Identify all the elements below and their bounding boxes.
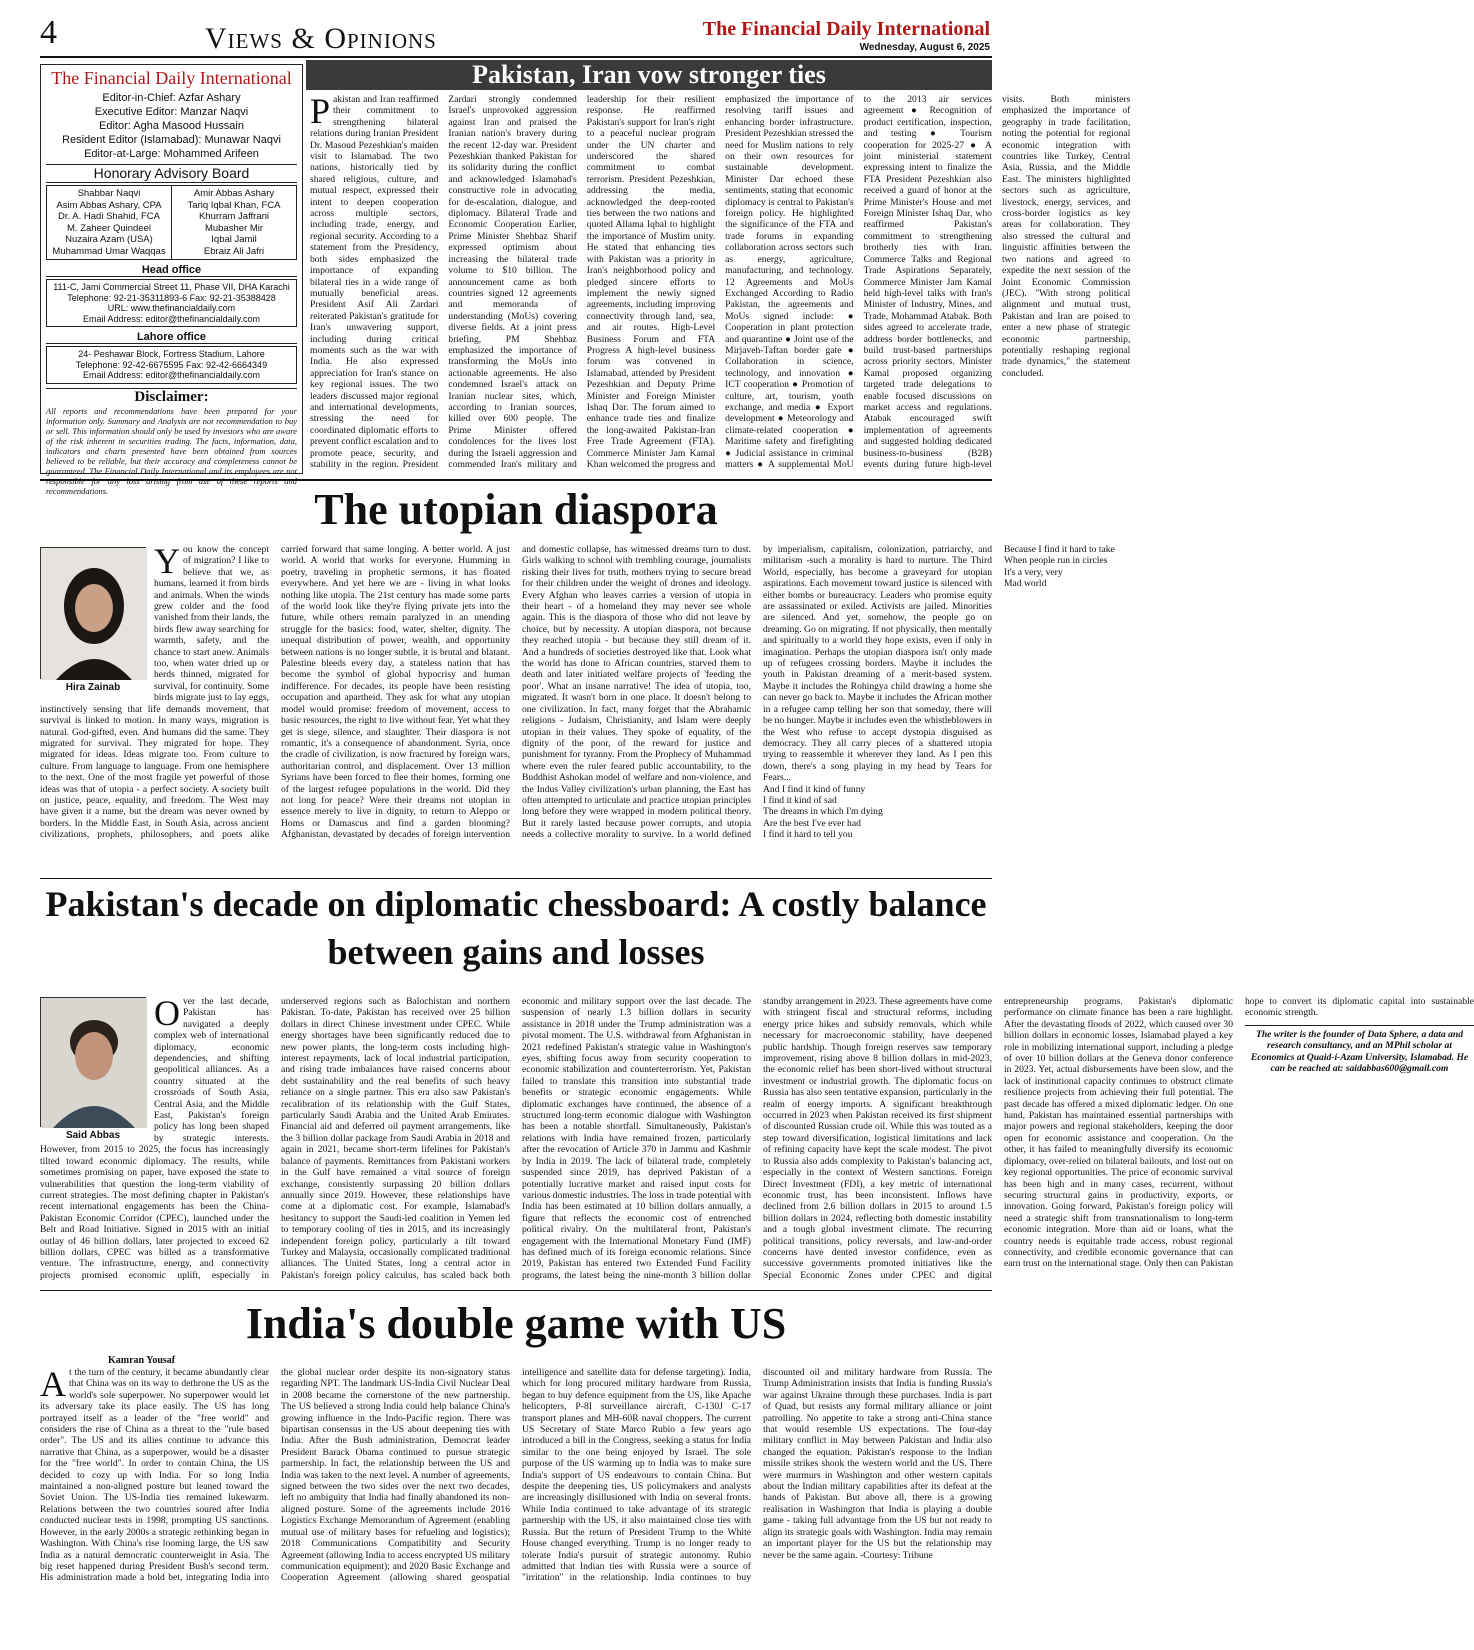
story1-body bbox=[310, 91, 1131, 474]
head-office-address bbox=[46, 279, 297, 327]
story3-text: ver the last decade, Pakistan has navigated a deeply complex web of international diplomacy, economic dependencies, and shifting geopolitical alliances. As a country situated at the crossroads of South Asia, Central Asia, and the Middle East, Pakistan's foreign policy has long been shaped by strategic interests. However, from 2015 to 2025, the focus has increasingly tilted toward economic diplomacy. The results, while sometimes promising on paper, have exposed the state to vulnerabilities that question the long-term viability of current strategies. The most defining chapter in Pakistan's recent international engagements has been the China-Pakistan Economic Corridor (CPEC), launched under the Belt and Road Initiative. Signed in 2015 with an initial outlay of 46 billion dollars, later projected to exceed 62 billion dollars, CPEC was billed as a transformative venture. The infrastructure, energy, and connectivity projects promised economic uplift, especially in underserved regions such as Balochistan and northern Pakistan. To-date, Pakistan has received over 25 billion dollars in direct Chinese investment under CPEC. While energy shortages have been significantly reduced due to new power plants, the long-term costs including high-interest repayments, lack of local industrial participation, and rising trade imbalances have raised concerns about debt sustainability and the real benefits of such heavy reliance on a single partner. This era also saw Pakistan's recalibration of its relationship with the Gulf States, particularly Saudi Arabia and the United Arab Emirates. Financial aid and deferred oil payment arrangements, like the 3 billion dollar package from Saudi Arabia in 2018 and again in 2021, became short-term lifelines for Pakistan's balance of payments. Remittances from Pakistani workers in the Gulf have remained a vital source of foreign exchange, consistently surpassing 20 billion dollars annually since 2019. However, these relationships have come at a diplomatic cost. For example, Islamabad's hesitancy to support the Saudi-led coalition in Yemen led to temporary cooling of ties in 2015, and its increasingly independent foreign policy, particularly a tilt toward Turkey and Malaysia, occasionally complicated traditional alliances. The United States, long a central actor in Pakistan's foreign policy calculus, has scaled back both economic and military support over the last decade. The suspension of nearly 1.3 billion dollars in security assistance in 2018 under the Trump administration was a pivotal moment. The U.S. withdrawal from Afghanistan in 2021 redefined Pakistan's strategic value in Washington's eyes, shifting focus away from security cooperation to economic stabilization and counterterrorism. Yet, Pakistan failed to translate this transition into substantial trade benefits or strategic economic engagements. While diplomatic exchanges have continued, the absence of a structured long-term economic dialogue with Washington has been a notable shortfall. Simultaneously, Pakistan's relations with India have remained frozen, particularly after the revocation of Article 370 in Jammu and Kashmir by India in 2019. The lack of bilateral trade, completely suspended since 2019, has deprived Pakistan of a potentially lucrative market and raised input costs for various domestic industries. The loss in trade potential with India has been estimated at 10 billion dollars annually, a figure that reflects the economic cost of entrenched political rivalry. On the multilateral front, Pakistan's engagement with the International Monetary Fund (IMF) has defined much of its foreign economic relations. Since 2019, Pakistan has entered two Extended Fund Facility programs, the latest being the nine-month 3 billion dollar standby arrangement in 2023. These agreements have come with stringent fiscal and structural reforms, including energy price hikes and subsidy removals, which while necessary for macroeconomic stability, have deepened public hardship. Though foreign reserves saw temporary improvement, rising above 8 billion dollars in mid-2023, the economic relief has been short-lived without structural investment or industrial growth. The diplomatic focus on Russia has also seen tentative expansion, particularly in the realm of energy imports. A significant breakthrough occurred in 2023 when Pakistan received its first shipment of discounted Russian crude oil. While this was touted as a step toward diversification, logistical limitations and lack of refining capacity have kept the scale modest. The pivot to Russia also adds complexity to Pakistan's balancing act, especially in the context of Western sanctions. Foreign Direct Investment (FDI), a key metric of international economic trust, has been inconsistent. Inflows have declined from 2.6 billion dollars in 2015 to around 1.5 billion dollars in 2024, reflecting both domestic instability and a tough global investment climate. The recurring political transitions, policy reversals, and law-and-order concerns have dented investor confidence, even as successive governments promoted initiatives like the Special Economic Zones under CPEC and digital entrepreneurship programs. Pakistan's diplomatic performance on climate finance has been a rare highlight. After the devastating floods of 2022, which caused over 30 billion dollars in economic losses, Islamabad played a key role in mobilizing international support, including a pledge of over 10 billion dollars at the Geneva donor conference in 2023. Yet, actual disbursements have been slow, and the lack of institutional capacity continues to obstruct climate resilience projects from achieving their full potential. The past decade has offered a mixed diplomatic ledger. On one hand, Pakistan has maintained essential partnerships with major powers and regional stakeholders, keeping the door open for economic assistance and cooperation. On the other, it has failed to meaningfully diversify its economic diplomacy, over-relied on bilateral bailouts, and lost out on key regional opportunities. The price of economic survival has been high and in many cases, recurrent, without securing structural gains in productivity, exports, or innovation. Going forward, Pakistan's foreign policy will need a strategic shift from transnationalism to long-term economic integration. More than aid or loans, what the country needs is equitable trade access, robust regional connectivity, and credible economic governance that can earn trust on the international stage. Only then can Pakistan hope to convert its diplomatic capital into sustainable economic strength. bbox=[40, 996, 1474, 1281]
disclaimer-text: All reports and recommendations have been prepared for your information only. Summary and Analysis are not recommendation to buy or sell. This information should only be used by investors who are aware of the risk inherent in securities trading. The facts, information, data, indicators and charts presented have been obtained from sources believed to be reliable, but their accuracy and completeness cannot be guaranteed. The Financial Daily International and its employees are not recommendations. bbox=[46, 405, 297, 496]
poem-line: I find it hard to tell you bbox=[763, 829, 853, 841]
section-title: Views & Opinions bbox=[205, 22, 437, 55]
drop-cap: A bbox=[40, 1364, 66, 1404]
story4-headline: India's double game with US bbox=[245, 1299, 787, 1348]
drop-cap: O bbox=[154, 993, 180, 1033]
photo-spacer bbox=[40, 544, 148, 694]
advisor-name: Dr. A. Hadi Shahid, FCA bbox=[58, 211, 160, 222]
story2-body bbox=[40, 541, 1115, 847]
advisor-name: Asim Abbas Ashary, CPA bbox=[56, 199, 162, 211]
advisor-name: Nuzaira Azam (USA) bbox=[65, 234, 153, 245]
poem-line: I find it kind of sad bbox=[763, 794, 837, 806]
page-number: 4 bbox=[40, 14, 57, 51]
editorial-box bbox=[40, 64, 303, 496]
byline: Kamran Yousaf bbox=[108, 1355, 176, 1366]
story3-body bbox=[40, 993, 1474, 1286]
advisory-left bbox=[47, 186, 172, 259]
poem-line: It's a very, very bbox=[1004, 566, 1063, 578]
lahore-office-address bbox=[46, 346, 297, 384]
editor-line: Editor: Agha Masood Hussain bbox=[99, 120, 244, 132]
poem-line: The dreams in which I'm dying bbox=[763, 806, 883, 818]
address-line: URL: www.thefinancialdaily.com bbox=[107, 303, 236, 313]
address-line: Email Address: editor@thefinancialdaily.com bbox=[82, 313, 261, 324]
advisor-name: Ebraiz Ali Jafri bbox=[203, 245, 265, 257]
poem-line: And I find it kind of funny bbox=[763, 783, 866, 795]
drop-cap: Y bbox=[154, 541, 180, 581]
advisory-board bbox=[46, 185, 297, 260]
advisor-name: Khurram Jaffrani bbox=[198, 211, 270, 222]
editor-line: Executive Editor: Manzar Naqvi bbox=[94, 106, 249, 118]
advisor-name: M. Zaheer Quindeel bbox=[67, 222, 151, 234]
divider bbox=[40, 479, 992, 481]
author-caption: Hira Zainab bbox=[65, 682, 121, 693]
author-caption: Said Abbas bbox=[65, 1130, 121, 1141]
poem-line: Mad world bbox=[1004, 578, 1047, 590]
advisor-name: Iqbal Jamil bbox=[211, 234, 257, 245]
disclaimer-title: Disclaimer: bbox=[46, 388, 297, 406]
lahore-office-title: Lahore office bbox=[46, 331, 297, 344]
story3-headline: Pakistan's decade on diplomatic chessboard: A costly balance between gains and losses bbox=[45, 884, 987, 972]
header-rule bbox=[40, 56, 992, 58]
author-bio: The writer is the founder of Data Sphere, a data and research consultancy, and an MPhil scholar at Economics at Quaid-i-Azam University, Islamabad. He can be reached at: saidabbas600@gmail.com bbox=[1245, 1025, 1474, 1075]
story1-text: akistan and Iran reaffirmed their commitment to strengthening bilateral relations during Iranian President Dr. Masoud Pezeshkian's maiden visit to Islamabad. The two nations, historically tied by shared religious, culture, and mutual respect, expressed their intent to deepen cooperation across multiple sectors, including trade, energy, and regional security. According to a statement from the Presidency, both sides emphasized the importance of expanding bilateral ties in a wide range of mutually beneficial areas. President Asif Ali Zardari reiterated Pakistan's gratitude for Iran's unwavering support, including during critical moments such as the war with India. He also expressed appreciation for Iran's stance on key regional issues. The two leaders discussed major regional and international developments, stressing the need for coordinated diplomatic efforts to prevent conflict escalation and to promote peace, security, and stability in the region. President Zardari strongly condemned Israel's unprovoked aggression against Iran and praised the Iranian nation's bravery during the recent 12-day war. President Pezeshkian thanked Pakistan for its solidarity during the conflict and acknowledged Islamabad's constructive role in advocating for de-escalation, dialogue, and diplomacy. Bilateral Trade and Economic Cooperation Earlier, Prime Minister Shehbaz Sharif expressed optimism about increasing the bilateral trade volume to $10 billion. The announcement came as both countries signed 12 agreements and memoranda of understanding (MoUs) covering diverse fields. At a joint press briefing, PM Shehbaz emphasized the importance of transforming the MoUs into actionable agreements. He also condemned Israel's attack on Iranian nuclear sites, which, according to Iranian sources, killed over 600 people. The Prime Minister offered condolences for the lives lost during the Israeli aggression and commended Iran's military and leadership for their resilient response. He reaffirmed Pakistan's support for Iran's right to a peaceful nuclear program under the UN charter and underscored the shared commitment to combat terrorism. President Pezeshkian, addressing the media, acknowledged the deep-rooted ties between the two nations and quoted Allama Iqbal to highlight the importance of Muslim unity. He stated that enhancing ties with Pakistan was a priority in Iran's neighborhood policy and pledged sincere efforts to implement the newly signed agreements, including improving connectivity through land, sea, and air routes. High-Level Business Forum and FTA Progress A high-level business forum was convened in Islamabad, attended by President Pezeshkian and Deputy Prime Minister and Foreign Minister Ishaq Dar. The forum aimed to enhance trade ties and finalize the long-awaited Pakistan-Iran Free Trade Agreement (FTA). Commerce Minister Jam Kamal Khan welcomed the progress and emphasized the importance of resolving tariff issues and enhancing border infrastructure. President Pezeshkian stressed the need for Muslim nations to rely on their own resources for sustainable development. Minister Dar echoed these sentiments, stating that economic diplomacy is central to Pakistan's foreign policy. He highlighted the significance of the FTA and trade forums in expanding collaboration across sectors such as energy, agriculture, manufacturing, and technology. 12 Agreements and MoUs Exchanged According to Radio Pakistan, the agreements and MoUs signed include: ● Cooperation in plant protection and quarantine ● Joint use of the Mirjaveh-Taftan border gate ● Collaboration in science, technology, and innovation ● ICT cooperation ● Promotion of culture, art, tourism, youth exchange, and media ● Export development ● Meteorology and climate-related cooperation ● Maritime safety and firefighting ● Judicial assistance in criminal matters ● A supplemental MoU to the 2013 air services agreement ● Recognition of product certification, inspection, and testing ● Tourism cooperation for 2025-27 ● A joint ministerial statement expressing intent to finalize the FTA President Pezeshkian also received a guard of honor at the Prime Minister's House and met Foreign Minister Ishaq Dar, who reaffirmed Pakistan's commitment to strengthening brotherly ties with Iran. Commerce Talks and Regional Trade Aspirations Separately, Commerce Minister Jam Kamal held high-level talks with Iran's Minister of Industry, Mines, and Trade, Mohammad Atabak. Both sides agreed to accelerate trade, address border bottlenecks, and build trust-based partnerships across priority sectors. Minister Kamal proposed organizing targeted trade delegations to enable focused discussions on market access and regulations. Atabak encouraged swift implementation of agreements and suggested holding dedicated business-to-business (B2B) events during future high-level visits. Both ministers emphasized the importance of geography in trade facilitation, noting the potential for regional economic integration with countries like Turkey, Central Asia, Russia, and the Middle East. The ministers highlighted sectors such as agriculture, livestock, energy, services, and cross-border logistics as key areas for collaboration. They also stressed the cultural and linguistic affinities between the two nations and agreed to expedite the next session of the Joint Economic Commission (JEC). "With strong political alignment and mutual trust, Pakistan and Iran are poised to enter a new phase of strategic economic partnership, potentially reshaping regional trade dynamics," the statement concluded. bbox=[310, 94, 1131, 470]
story4-body bbox=[40, 1364, 992, 1639]
divider bbox=[40, 878, 992, 879]
divider bbox=[40, 1290, 992, 1291]
address-line: 24- Peshawar Block, Fortress Stadium, Lahore bbox=[78, 349, 265, 359]
poem-line: Because I find it hard to take bbox=[1004, 544, 1115, 555]
photo-spacer bbox=[40, 996, 148, 1136]
editor-line: Resident Editor (Islamabad): Munawar Naqvi bbox=[62, 134, 281, 146]
story4-text: t the turn of the century, it became abundantly clear that China was on its way to dethrone the US as the world's sole superpower. No superpower would let its adversary take its place easily. The US has long portrayed itself as a leader of the "free world" and considers the rise of China as a threat to the "rule based order". The US and its allies continue to advance this narrative that China, as a superpower, would be a disaster for the "free world". In order to contain China, the US decided to cozy up with India. For so long India maintained a non-aligned posture but leaned toward the Soviet Union. The US-India ties remained lukewarm. Relations between the two countries soured after India conducted nuclear tests in 1998, prompting US sanctions. However, in the early 2000s a strategic rethinking began in Washington. With China's rise looming large, the US saw India as a natural democratic counterweight in Asia. The big reset happened during President Bush's second term. His administration made a bold bet, integrating India into the global nuclear order despite its non-signatory status regarding NPT. The landmark US-India Civil Nuclear Deal in 2008 became the cornerstone of the new partnership. The US believed a strong India could help balance China's growing influence in the Indo-Pacific region. There was bipartisan consensus in the US about deepening ties with India. After the Bush administration, Democrat leader President Barack Obama continued to pursue strategic partnership. In fact, the relationship between the US and India was taken to the next level. A number of agreements, signed between the two sides over the next two decades, left no ambiguity that India had finally abandoned its non-aligned posture. Some of the agreements include 2016 Logistics Exchange Memorandum of Agreement (enabling mutual use of military bases for refueling and logistics); 2018 Communications Compatibility and Security Agreement (allowing India to access encrypted US military communication equipment); and 2020 Basic Exchange and Cooperation Agreement (allowing shared geospatial intelligence and satellite data for defense targeting). India, which for long procured military hardware from Russia, began to buy defence equipment from the US, like Apache helicopters, P-8I surveillance aircraft, C-130J C-17 transport planes and MH-60R naval choppers. The current US Secretary of State Marco Rubio a few years ago introduced a bill in the Congress, seeking a status for India similar to the one being enjoyed by Israel. The sole purpose of the US warming up to India was to make sure India's support of US endeavours to contain China. But despite the deepening ties, US policymakers and analysts are increasingly disillusioned with India on several fronts. While India continued to take advantage of its strategic partnership with the US, it also maintained close ties with Russia. But the return of President Trump to the White House changed everything. Trump is no longer ready to tolerate India's pursuit of strategic autonomy. Rubio admitted that Indian ties with Russia were a source of "irritation" in the relationship. India continues to buy discounted oil and military hardware from Russia. The Trump Administration insists that India is funding Russia's war against Ukraine through these purchases. India is part of Quad, but resists any formal military alliance or joint patrolling. No appetite to take a strong anti-China stance that would resemble US expectations. The four-day military conflict in May between Pakistan and India also changed the equation. Pakistan's response to the Indian missile strikes shook the western world and the US. There were murmurs in Washington and other western capitals about the Indian military capabilities after its defeat at the hands of Pakistan. But above all, there is a growing realisation in Washington that India is playing a double game - taking full advantage from the US but not ready to align its strategic goals with Washington. India may remain an important player for the US but the relationship may never be the same again. -Courtesy: Tribune bbox=[40, 1367, 992, 1584]
poem-line: Are the best I've ever had bbox=[763, 817, 861, 829]
editor-line: Editor-in-Chief: Azfar Ashary bbox=[102, 92, 241, 104]
advisory-right bbox=[172, 186, 296, 259]
advisor-name: Mubasher Mir bbox=[204, 222, 264, 234]
drop-cap: P bbox=[310, 91, 331, 131]
editor-line: Editor-at-Large: Mohammed Arifeen bbox=[84, 148, 259, 160]
advisory-board-title: Honorary Advisory Board bbox=[46, 164, 297, 183]
address-line: Email Address: editor@thefinancialdaily.com bbox=[82, 370, 261, 380]
story2-text: ou know the concept of migration? I like to believe that we, as humans, learned it from birds and animals. When the winds grew colder and the food vanished from their lands, the birds flew away searching for warmth, safety, and the chance to start anew. Animals too, when water dried up or herds thinned, migrated for survival, for continuity. Some birds migrate just to lay eggs, instinctively sensing that life demands movement, that survival is linked to motion. In many ways, migration is natural. God-gifted, even. And humans did the same. They migrated for survival. They migrated for hope. They migrated for ideas. Ideas migrate too. From culture to culture. From language to language. From one hemisphere to the next. One of the most fragile yet powerful of those ideas was that of utopia - a perfect society. A society built on justice, peace, equality, and freedom. The West may have given it a name, but the dream was never owned by borders. In the Middle East, in South Asia, across ancient civilizations, prophets, philosophers, and poets alike carried forward that same longing. A better world. A just world. A world that works for everyone. Humming in poetry, traveling in prophetic sermons, it has floated everywhere. And yet here we are - living in what looks nothing like utopia. The 21st century has made some parts of the world look like they're flying private jets into the future, while others remain paralyzed in an unending struggle for the basics: food, water, shelter, dignity. The unequal distribution of power, wealth, and opportunity between nations is no longer subtle, it is brutal and blatant. Palestine bleeds every day, a stateless nation that has become the symbol of global hypocrisy and human indifference. For decades, its people have been resisting occupation and apartheid. They ask for what any utopian model would promise: freedom of movement, access to basic resources, the right to live without fear. Yet what they get is siege, silence, and slaughter. Their diaspora is not romantic, it's a consequence of abandonment. Syria, once the cradle of civilization, is now fractured by foreign wars, authoritarian control, and displacement. Over 13 million Syrians have been forced to flee their homes, forming one of the largest refugee populations in the world. Did they not long for peace? Were their dreams not utopian in essence merely to live in dignity, to return to Aleppo or Homs or Damascus and find a garden blooming? Afghanistan, devastated by decades of foreign intervention and domestic collapse, has witnessed dreams turn to dust. Girls walking to school with trembling courage, journalists risking their lives for truth, mothers trying to secure bread for their children under the weight of drones and ideology. Every Afghan who leaves carries a version of utopia in their heart - of a homeland they may never see whole again. This is the diaspora of those who did not leave by choice, but by necessity. A utopian diaspora, not because they reached utopia - but because they still dream of it. And a hundreds of societies destroyed like that. Look what the world has done to African countries, starved them to death and later initiated welfare projects of 'feeding the poor'. What an insane narrative! The idea of utopia, too, migrated. It wasn't born in one place. It doesn't belong to one civilization. In fact, many forget that the Abrahamic religions - Judaism, Christianity, and Islam were deeply utopian in their values. They spoke of equality, of the dignity of the poor, of the reward for justice and punishment for tyranny. From the Prophecy of Muhammad where even the ruler feared public accountability, to the Buddhist Ashokan model of welfare and non-violence, and the Indus Valley civilization's urban planning, the East has often attempted to articulate and practice utopian principles long before they were wrapped in modern political theory. But it rarely lasted because power corrupts, and utopia needs a collective morality to survive. In a world defined by imperialism, capitalism, colonization, patriarchy, and militarism -such a morality is hard to nurture. The Third World, especially, has become a graveyard for utopian aspirations. Each movement toward justice is silenced with either bombs or bureaucracy. Leaders who promise equity are assassinated or exiled. Activists are jailed. Minorities are silenced. And yet, somehow, the people go on dreaming. Go on migrating. If not physically, then mentally and spiritually to a world they hope exists, even if only in imagination. Perhaps the utopian diaspora isn't only made up of refugees crossing borders. Maybe it includes the youth in Pakistan dreaming of a merit-based system. Maybe it includes the Rohingya child drawing a home she can never go back to. Maybe it includes the African mother in a refugee camp telling her son that someday, there will be no hunger. Maybe it includes even the whistleblowers in the West who refuse to accept dystopia disguised as democracy. They all carry pieces of a shattered utopia trying to reassemble it wherever they land. As I pen this down, there's a song playing in my head by Tears for Fears... bbox=[40, 544, 992, 841]
head-office-title: Head office bbox=[46, 264, 297, 277]
editorial-title: The Financial Daily International bbox=[51, 68, 292, 88]
address-line: Telephone: 92-42-6675595 Fax: 92-42-6664349 bbox=[75, 359, 268, 370]
advisor-name: Shabbar Naqvi bbox=[77, 188, 141, 199]
advisor-name: Tariq Iqbal Khan, FCA bbox=[187, 199, 281, 211]
address-line: 111-C, Jami Commercial Street 11, Phase VII, DHA Karachi bbox=[53, 282, 290, 292]
story2-headline: The utopian diaspora bbox=[314, 485, 718, 534]
advisor-name: Muhammad Umar Waqqas bbox=[52, 245, 166, 257]
story1-headline: Pakistan, Iran vow stronger ties bbox=[306, 60, 992, 90]
address-line: Telephone: 92-21-35311893-6 Fax: 92-21-35388428 bbox=[67, 292, 276, 303]
issue-date: Wednesday, August 6, 2025 bbox=[859, 42, 990, 53]
masthead: The Financial Daily International bbox=[702, 18, 990, 40]
advisor-name: Amir Abbas Ashary bbox=[193, 188, 275, 199]
poem-line: When people run in circles bbox=[1004, 555, 1108, 567]
